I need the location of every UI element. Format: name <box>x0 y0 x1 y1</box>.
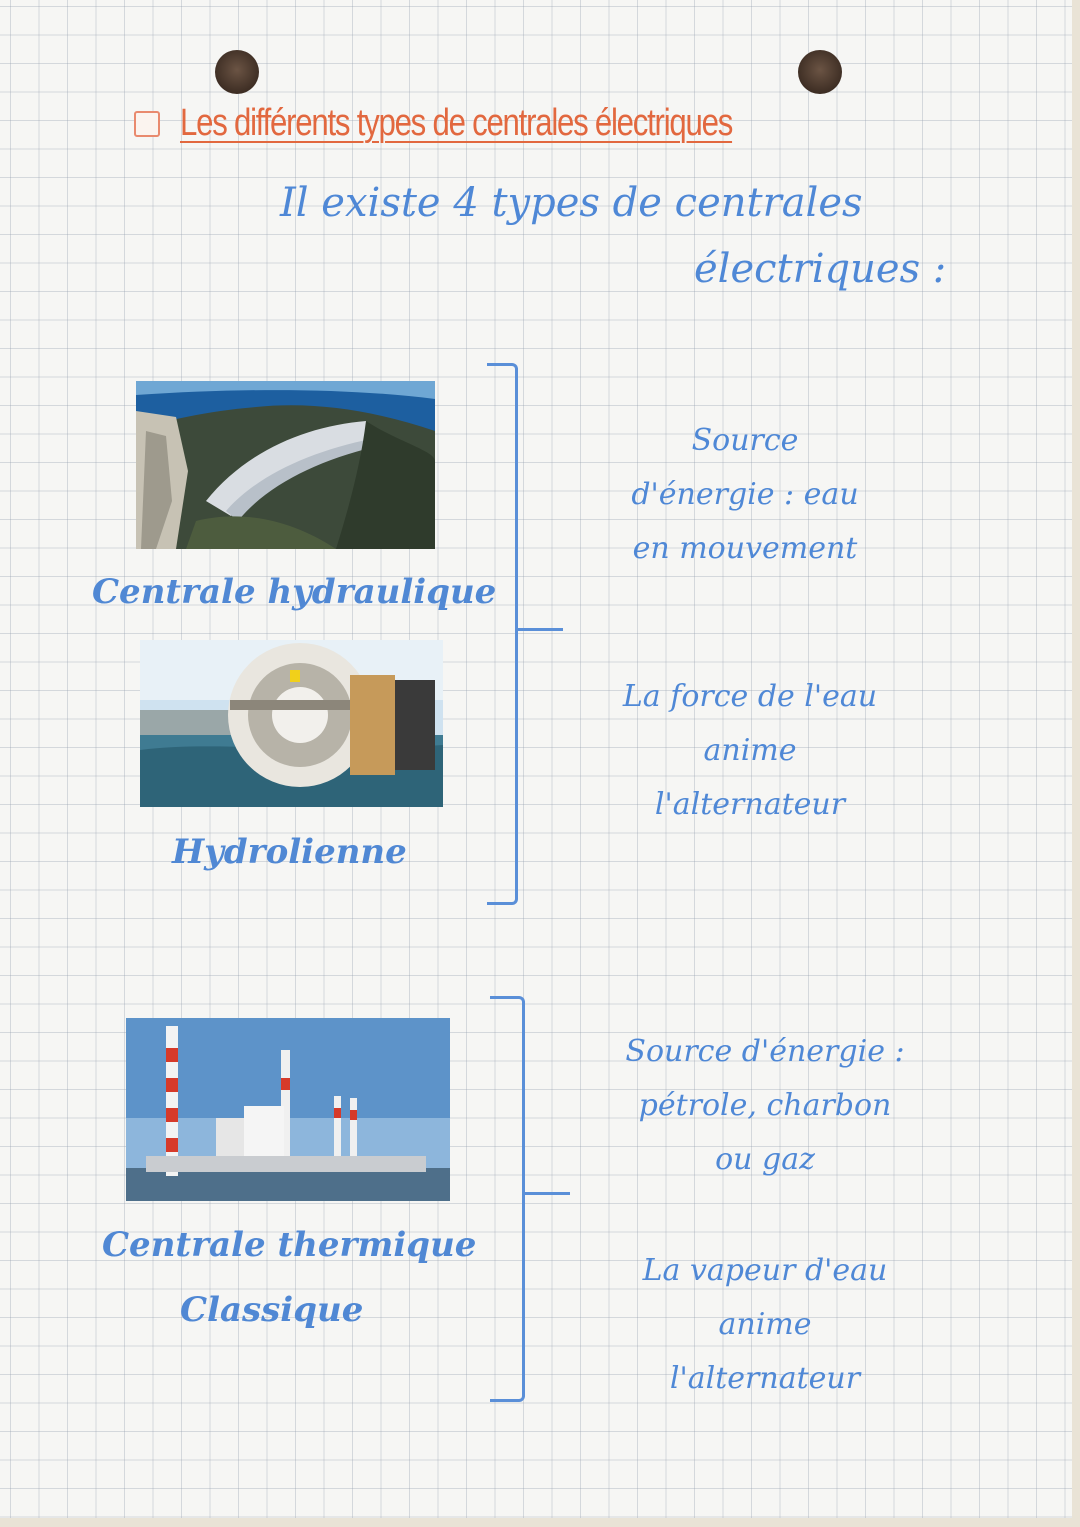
group1-source <box>560 414 930 576</box>
turbine-image <box>140 640 443 807</box>
section-header <box>134 102 853 145</box>
group2-mechanism <box>575 1244 955 1406</box>
thermal-plant-photo <box>126 1018 450 1201</box>
turbine-photo <box>140 640 443 807</box>
intro-line-1: Il existe 4 types de centrales <box>280 180 863 226</box>
group2-mechanism-line: l'alternateur <box>669 1361 861 1396</box>
caption-hydraulique: Centrale hydraulique <box>92 572 497 612</box>
group1-mechanism-line: La force de l'eau <box>622 679 878 714</box>
group2-source <box>575 1025 955 1187</box>
caption-hydrolienne: Hydrolienne <box>172 832 407 872</box>
dam-image <box>136 381 435 549</box>
dam-photo <box>136 381 435 549</box>
group1-source-line: d'énergie : eau <box>631 477 859 512</box>
binder-hole-left <box>215 50 259 94</box>
group1-mechanism-line: anime <box>703 733 797 768</box>
bracket-group-1 <box>487 363 518 905</box>
thermal-plant-image <box>126 1018 450 1201</box>
section-title: Les différents types de centrales électriques <box>180 102 733 144</box>
group1-mechanism-line: l'alternateur <box>654 787 846 822</box>
intro-line-2: électriques : <box>694 246 947 292</box>
group2-source-line: ou gaz <box>715 1142 815 1177</box>
group1-mechanism <box>565 670 935 832</box>
bracket-group-2 <box>490 996 525 1402</box>
group2-source-line: pétrole, charbon <box>638 1088 892 1123</box>
caption-thermique-line-2: Classique <box>180 1290 364 1330</box>
group1-source-line: en mouvement <box>632 531 858 566</box>
bracket-tick-1 <box>515 628 563 631</box>
checkbox-icon <box>134 111 160 137</box>
binder-hole-right <box>798 50 842 94</box>
group2-source-line: Source d'énergie : <box>625 1034 905 1069</box>
group2-mechanism-line: La vapeur d'eau <box>642 1253 888 1288</box>
group2-mechanism-line: anime <box>718 1307 812 1342</box>
caption-thermique-line-1: Centrale thermique <box>102 1225 477 1265</box>
bracket-tick-2 <box>522 1192 570 1195</box>
group1-source-line: Source <box>691 423 799 458</box>
